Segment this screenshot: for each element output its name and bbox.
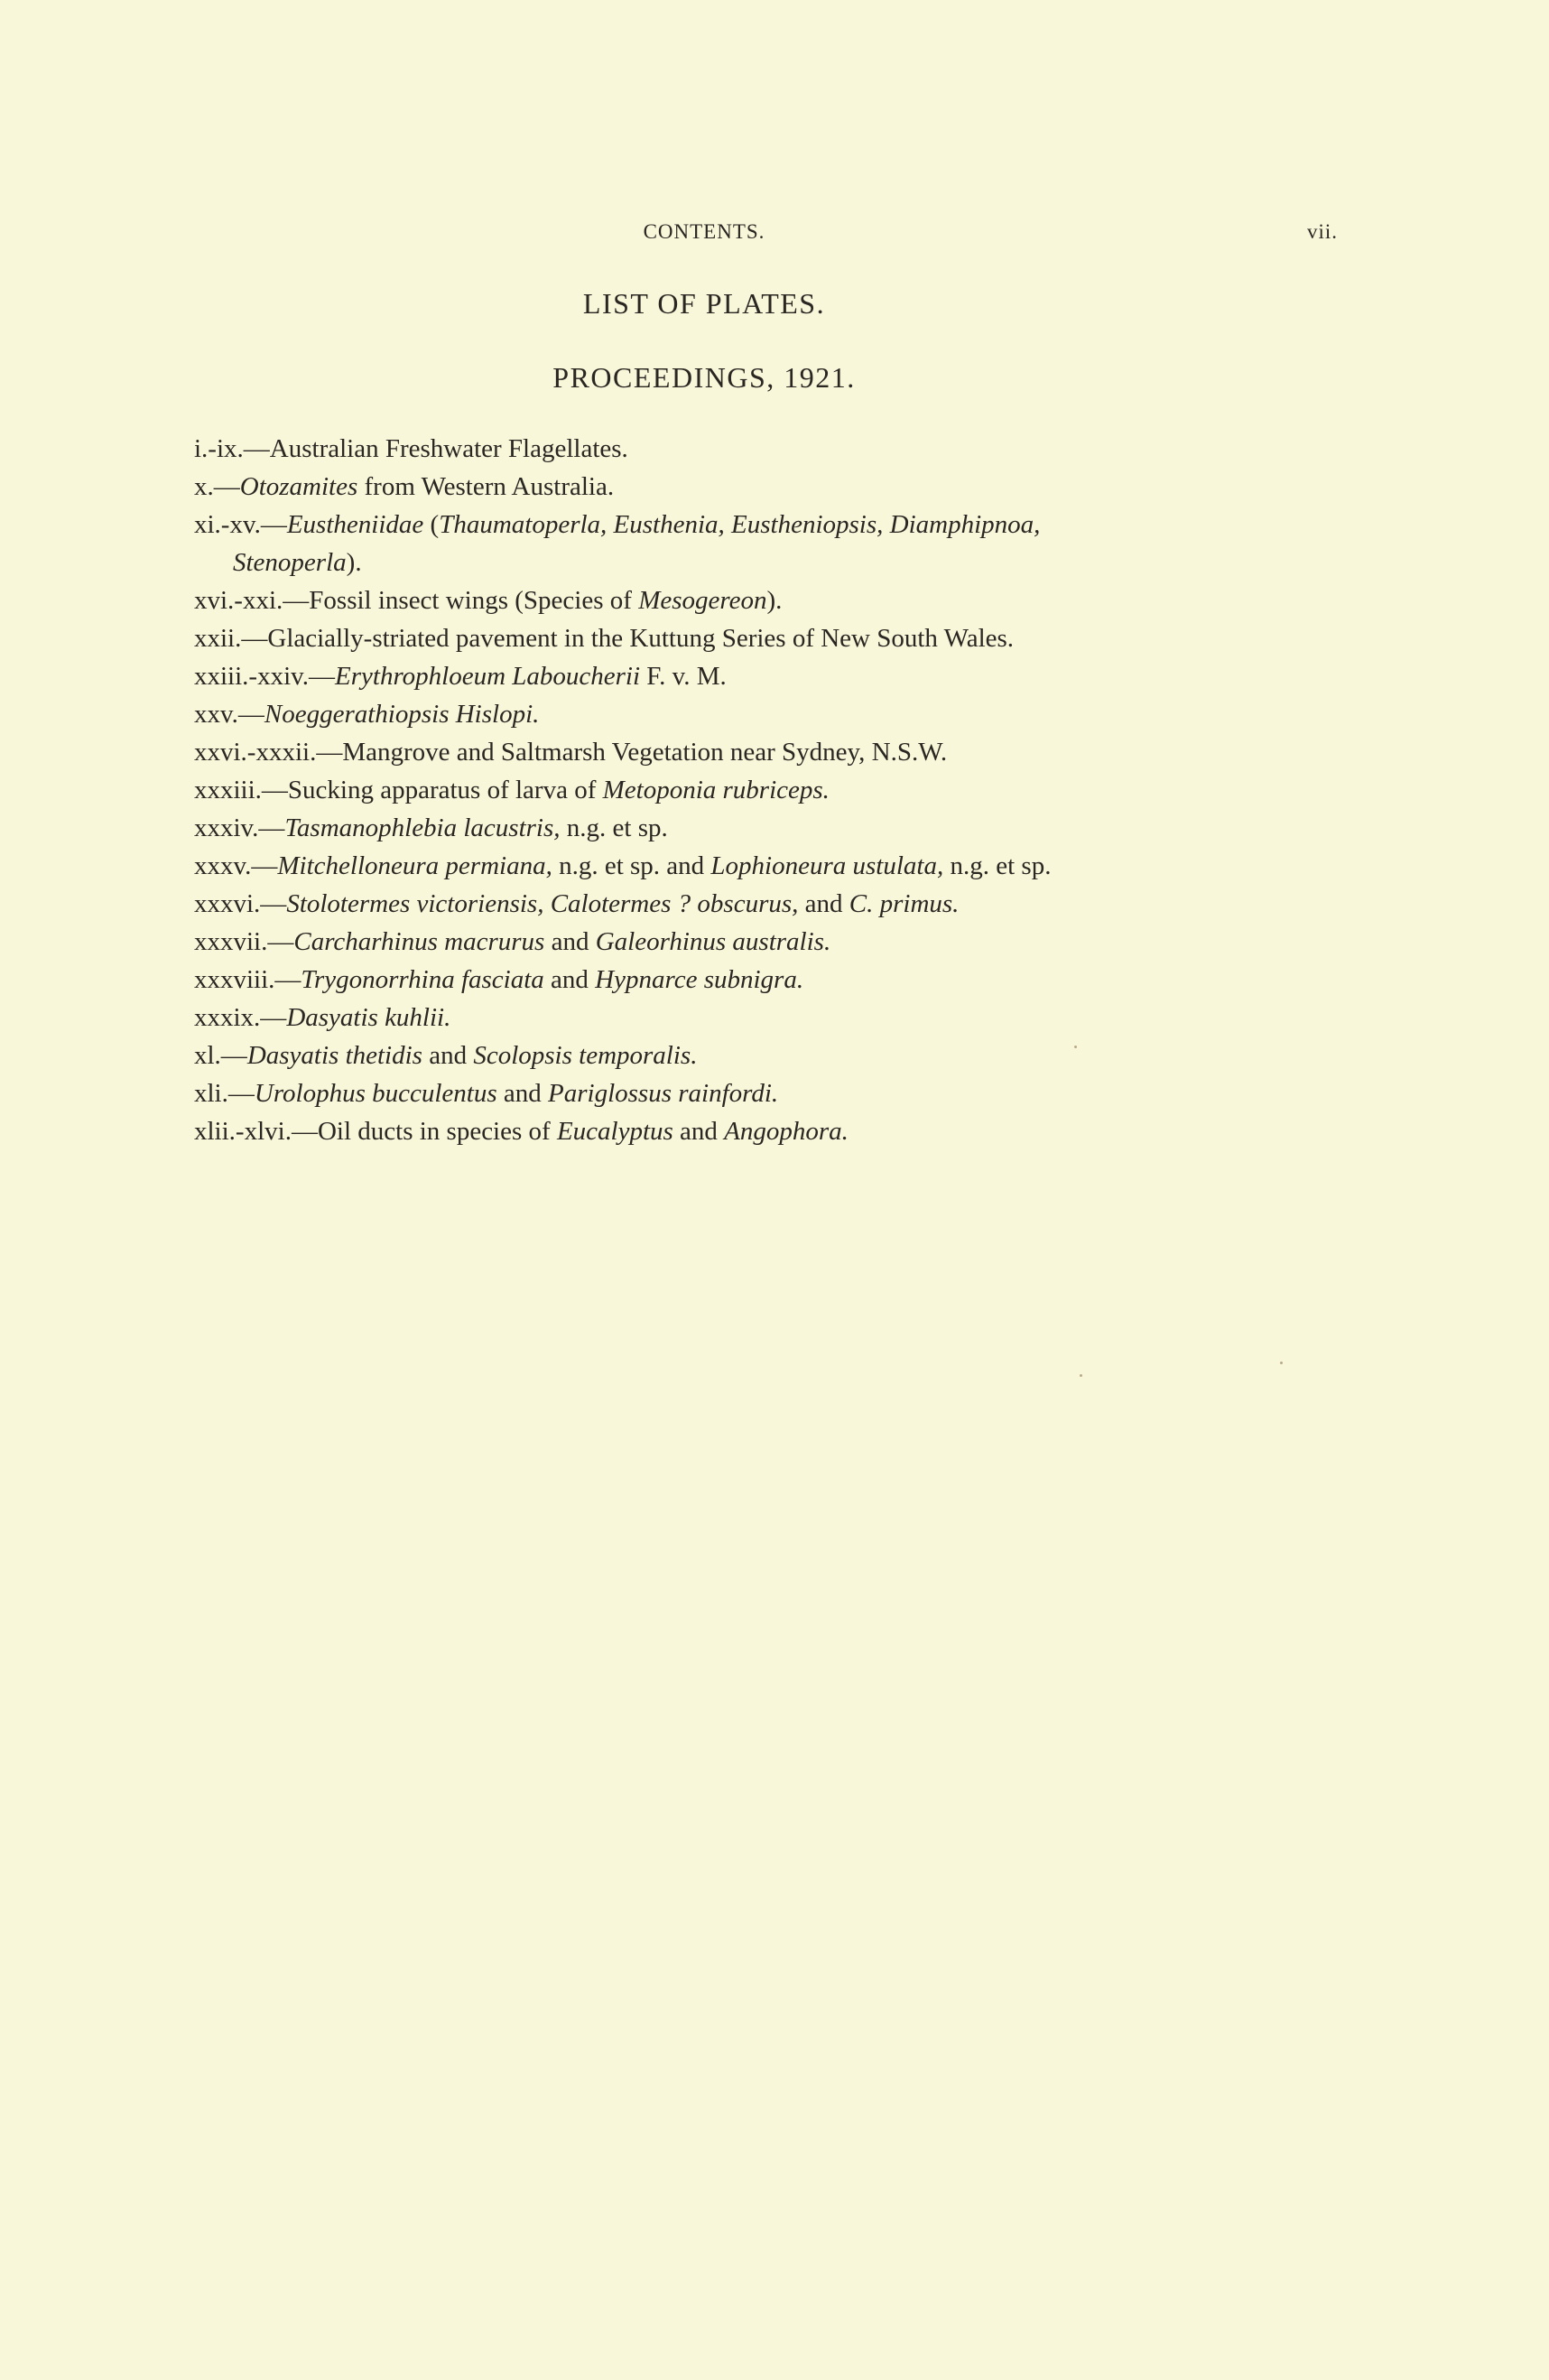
taxon-name: Noeggerathiopsis Hislopi.: [264, 700, 540, 729]
plate-number: i.-ix.—: [194, 434, 270, 463]
plate-number: xxxviii.—: [194, 965, 301, 994]
plate-description: and: [798, 889, 849, 918]
plate-entry: [194, 468, 1359, 506]
plate-number: xxvi.-xxxii.—: [194, 738, 343, 767]
plate-entry: [194, 430, 1359, 468]
taxon-name: Angophora.: [724, 1117, 849, 1146]
section-heading: PROCEEDINGS, 1921.: [552, 361, 856, 394]
plate-description: and: [544, 927, 596, 956]
plate-description: n.g. et sp. and: [552, 851, 711, 880]
taxon-name: Metoponia rubriceps.: [602, 776, 830, 804]
plate-description: ).: [766, 586, 783, 615]
paper-speck: [1074, 1046, 1077, 1048]
plate-description: Mangrove and Saltmarsh Vegetation near Sydney, N.S.W.: [342, 738, 948, 767]
taxon-name: Eucalyptus: [556, 1117, 673, 1146]
plate-entry: [194, 847, 1359, 885]
plate-entry: [194, 581, 1359, 619]
plate-entry: [194, 1037, 1359, 1074]
taxon-name: Erythrophloeum Laboucherii: [335, 662, 641, 691]
plate-entry: [194, 771, 1359, 809]
plate-number: xxxiii.—: [194, 776, 288, 804]
taxon-name: Dasyatis thetidis: [246, 1041, 422, 1070]
page-title: LIST OF PLATES.: [582, 287, 826, 320]
plate-description: and: [543, 965, 596, 994]
plate-number: xxxiv.—: [194, 813, 285, 842]
taxon-name: Thaumatoperla, Eusthenia, Eustheniopsis, Diamphipnoa,: [439, 510, 1041, 539]
plate-entry: [194, 657, 1359, 695]
taxon-name: Mesogereon: [638, 586, 767, 615]
taxon-name: Hypnarce subnigra.: [595, 965, 804, 994]
taxon-name: Lophioneura ustulata,: [710, 851, 944, 880]
plate-number: xxxix.—: [194, 1003, 287, 1032]
plate-description: F. v. M.: [640, 662, 727, 691]
plates-list: [194, 430, 1359, 1150]
plate-entry: [194, 809, 1359, 847]
plate-number: xl.—: [194, 1041, 247, 1070]
plate-entry: [194, 544, 1359, 581]
plate-number: xlii.-xlvi.—: [194, 1117, 318, 1146]
plate-number: xxiii.-xxiv.—: [194, 662, 336, 691]
taxon-name: Galeorhinus australis.: [595, 927, 831, 956]
taxon-name: Urolophus bucculentus: [254, 1079, 497, 1108]
taxon-name: Dasyatis kuhlii.: [286, 1003, 451, 1032]
plate-description: Australian Freshwater Flagellates.: [269, 434, 628, 463]
taxon-name: Mitchelloneura permiana,: [277, 851, 552, 880]
plate-description: ).: [346, 548, 362, 577]
plate-description: (: [423, 510, 440, 539]
plate-number: xli.—: [194, 1079, 255, 1108]
plate-number: xxii.—: [194, 624, 268, 653]
plate-description: from Western Australia.: [357, 472, 615, 501]
plate-entry: [194, 885, 1359, 923]
plate-description: n.g. et sp.: [560, 813, 668, 842]
taxon-name: Tasmanophlebia lacustris,: [284, 813, 561, 842]
taxon-name: Pariglossus rainfordi.: [548, 1079, 779, 1108]
plate-entry: [194, 619, 1359, 657]
plate-description: and: [422, 1041, 474, 1070]
plate-description: Oil ducts in species of: [317, 1117, 557, 1146]
plate-number: xvi.-xxi.—: [194, 586, 310, 615]
taxon-name: Scolopsis temporalis.: [473, 1041, 698, 1070]
plate-number: x.—: [194, 472, 240, 501]
plate-number: xxxvii.—: [194, 927, 294, 956]
plate-entry: [194, 961, 1359, 999]
plate-entry: [194, 1112, 1359, 1150]
page-number: vii.: [1307, 220, 1339, 243]
plate-entry: [194, 923, 1359, 961]
plate-description: and: [496, 1079, 549, 1108]
plate-description: Glacially-striated pavement in the Kuttung Series of New South Wales.: [267, 624, 1015, 653]
plate-entry: [194, 695, 1359, 733]
taxon-name: Eustheniidae: [286, 510, 424, 539]
plate-entry: [194, 733, 1359, 771]
plate-number: xxxvi.—: [194, 889, 287, 918]
taxon-name: Trygonorrhina fasciata: [301, 965, 544, 994]
plate-number: xxv.—: [194, 700, 264, 729]
plate-number: xi.-xv.—: [194, 510, 287, 539]
taxon-name: Stenoperla: [233, 548, 347, 577]
taxon-name: C. primus.: [849, 889, 960, 918]
paper-speck: [1280, 1362, 1283, 1364]
plate-number: xxxv.—: [194, 851, 278, 880]
paper-speck: [1080, 1374, 1082, 1377]
taxon-name: Stolotermes victoriensis, Calotermes ? obscurus,: [286, 889, 799, 918]
taxon-name: Otozamites: [239, 472, 358, 501]
plate-entry: [194, 506, 1359, 544]
plate-description: Sucking apparatus of larva of: [287, 776, 603, 804]
plate-entry: [194, 999, 1359, 1037]
taxon-name: Carcharhinus macrurus: [293, 927, 545, 956]
plate-description: n.g. et sp.: [943, 851, 1052, 880]
running-header: CONTENTS.: [643, 220, 765, 243]
plate-description: Fossil insect wings (Species of: [309, 586, 639, 615]
plate-description: and: [672, 1117, 725, 1146]
plate-entry: [194, 1074, 1359, 1112]
